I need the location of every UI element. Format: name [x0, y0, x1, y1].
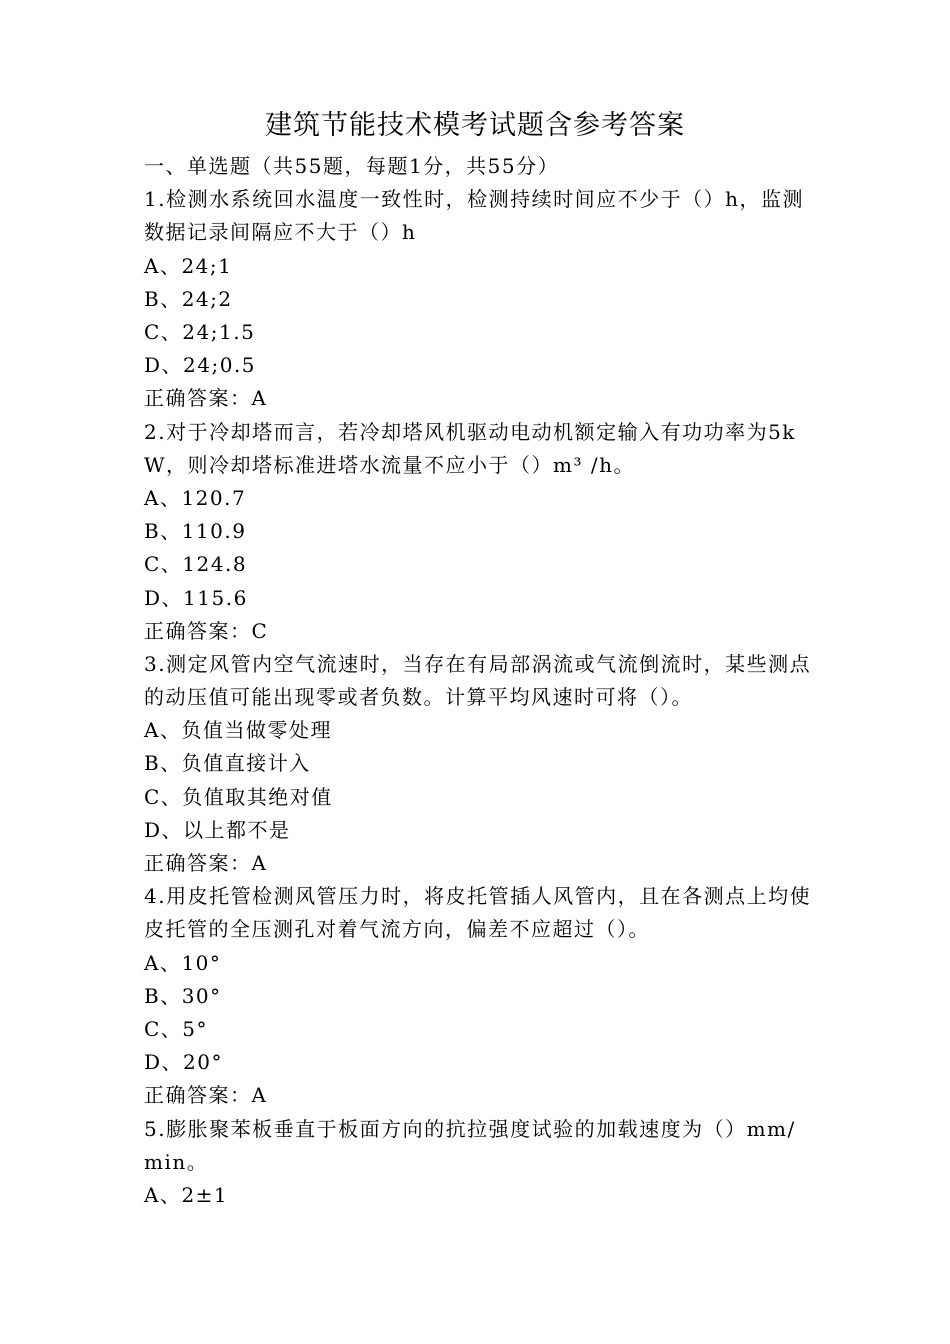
correct-answer: 正确答案：A: [144, 851, 268, 876]
question-stem: 5.膨胀聚苯板垂直于板面方向的抗拉强度试验的加载速度为（）mm/min。: [144, 1116, 796, 1174]
option-b: B、负值直接计入: [144, 751, 311, 776]
option-b: B、30°: [144, 983, 222, 1008]
option-a: A、10°: [144, 950, 222, 975]
option-c: C、124.8: [144, 552, 248, 577]
correct-answer: 正确答案：A: [144, 386, 268, 411]
option-d: D、20°: [144, 1050, 223, 1075]
question-block: [144, 1113, 814, 1213]
option-c: C、5°: [144, 1017, 209, 1041]
option-c: C、24;1.5: [144, 319, 256, 344]
option-a: A、120.7: [144, 485, 247, 510]
option-d: D、以上都不是: [144, 817, 291, 842]
document-body: [144, 150, 814, 1212]
option-d: D、115.6: [144, 585, 248, 610]
option-b: B、24;2: [144, 286, 233, 311]
question-block: [144, 880, 814, 1112]
option-c: C、负值取其绝对值: [144, 784, 333, 809]
option-d: D、24;0.5: [144, 353, 257, 378]
document-title: 建筑节能技术模考试题含参考答案: [265, 110, 685, 141]
option-a: A、负值当做零处理: [144, 718, 332, 743]
question-stem: 3.测定风管内空气流速时，当存在有局部涡流或气流倒流时，某些测点的动压值可能出现零或者负数。计算平均风速时可将（）。: [144, 651, 812, 710]
section-heading: 一、单选题（共55题，每题1分，共55分）: [144, 154, 560, 178]
correct-answer: 正确答案：C: [144, 618, 269, 643]
option-b: B、110.9: [144, 519, 247, 544]
question-block: [144, 416, 814, 648]
question-block: [144, 183, 814, 415]
correct-answer: 正确答案：A: [144, 1083, 268, 1108]
question-block: [144, 648, 814, 880]
question-stem: 2.对于冷却塔而言，若冷却塔风机驱动电动机额定输入有功功率为5kW，则冷却塔标准进塔水流量不应小于（）m³ /h。: [144, 419, 796, 477]
question-stem: 4.用皮托管检测风管压力时，将皮托管插人风管内，且在各测点上均使皮托管的全压测孔对着气流方向，偏差不应超过（）。: [144, 884, 812, 942]
option-a: A、24;1: [144, 253, 233, 278]
question-stem: 1.检测水系统回水温度一致性时，检测持续时间应不少于（）h，监测数据记录间隔应不大于（）h: [144, 187, 804, 245]
option-a: A、2±1: [144, 1182, 229, 1207]
